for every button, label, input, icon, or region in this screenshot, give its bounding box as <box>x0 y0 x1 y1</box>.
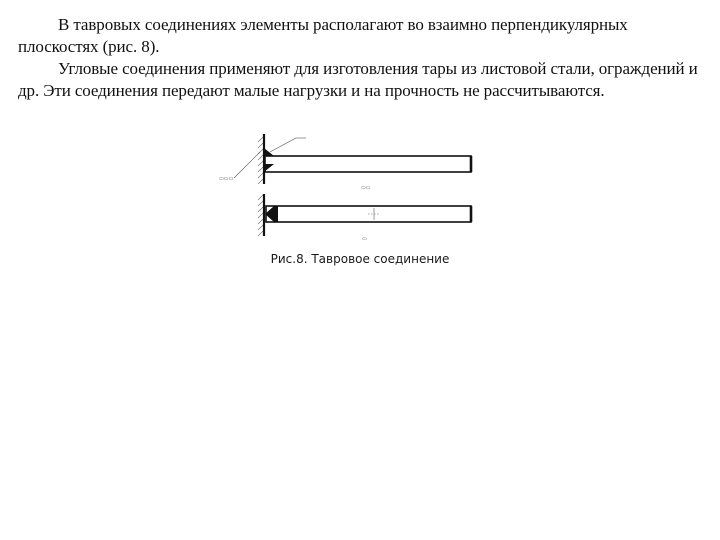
paragraph-corner-joints: Угловые соединения применяют для изготовления тары из листовой стали, ограждений и др. Эти соединения передают малые нагрузки и на прочность не рассчитываются. <box>18 59 698 100</box>
side-dim-mark: ▭▭▭ <box>219 176 234 182</box>
upper-horizontal-plate <box>265 156 471 172</box>
view-mark-a: ▭▭ <box>361 185 371 191</box>
lower-weld <box>265 206 278 222</box>
upper-leader-line <box>270 138 296 152</box>
t-joint-figure <box>214 128 484 248</box>
t-joint-drawing <box>214 128 484 248</box>
paragraph-t-joints: В тавровых соединениях элементы располагают во взаимно перпендикулярных плоскостях (рис. 8). <box>18 15 628 56</box>
figure-caption: Рис.8. Тавровое соединение <box>270 252 450 266</box>
view-mark-b: ▭ <box>362 236 367 242</box>
upper-weld-top <box>264 148 274 156</box>
side-leader-line <box>234 152 260 178</box>
body-text <box>18 14 708 102</box>
